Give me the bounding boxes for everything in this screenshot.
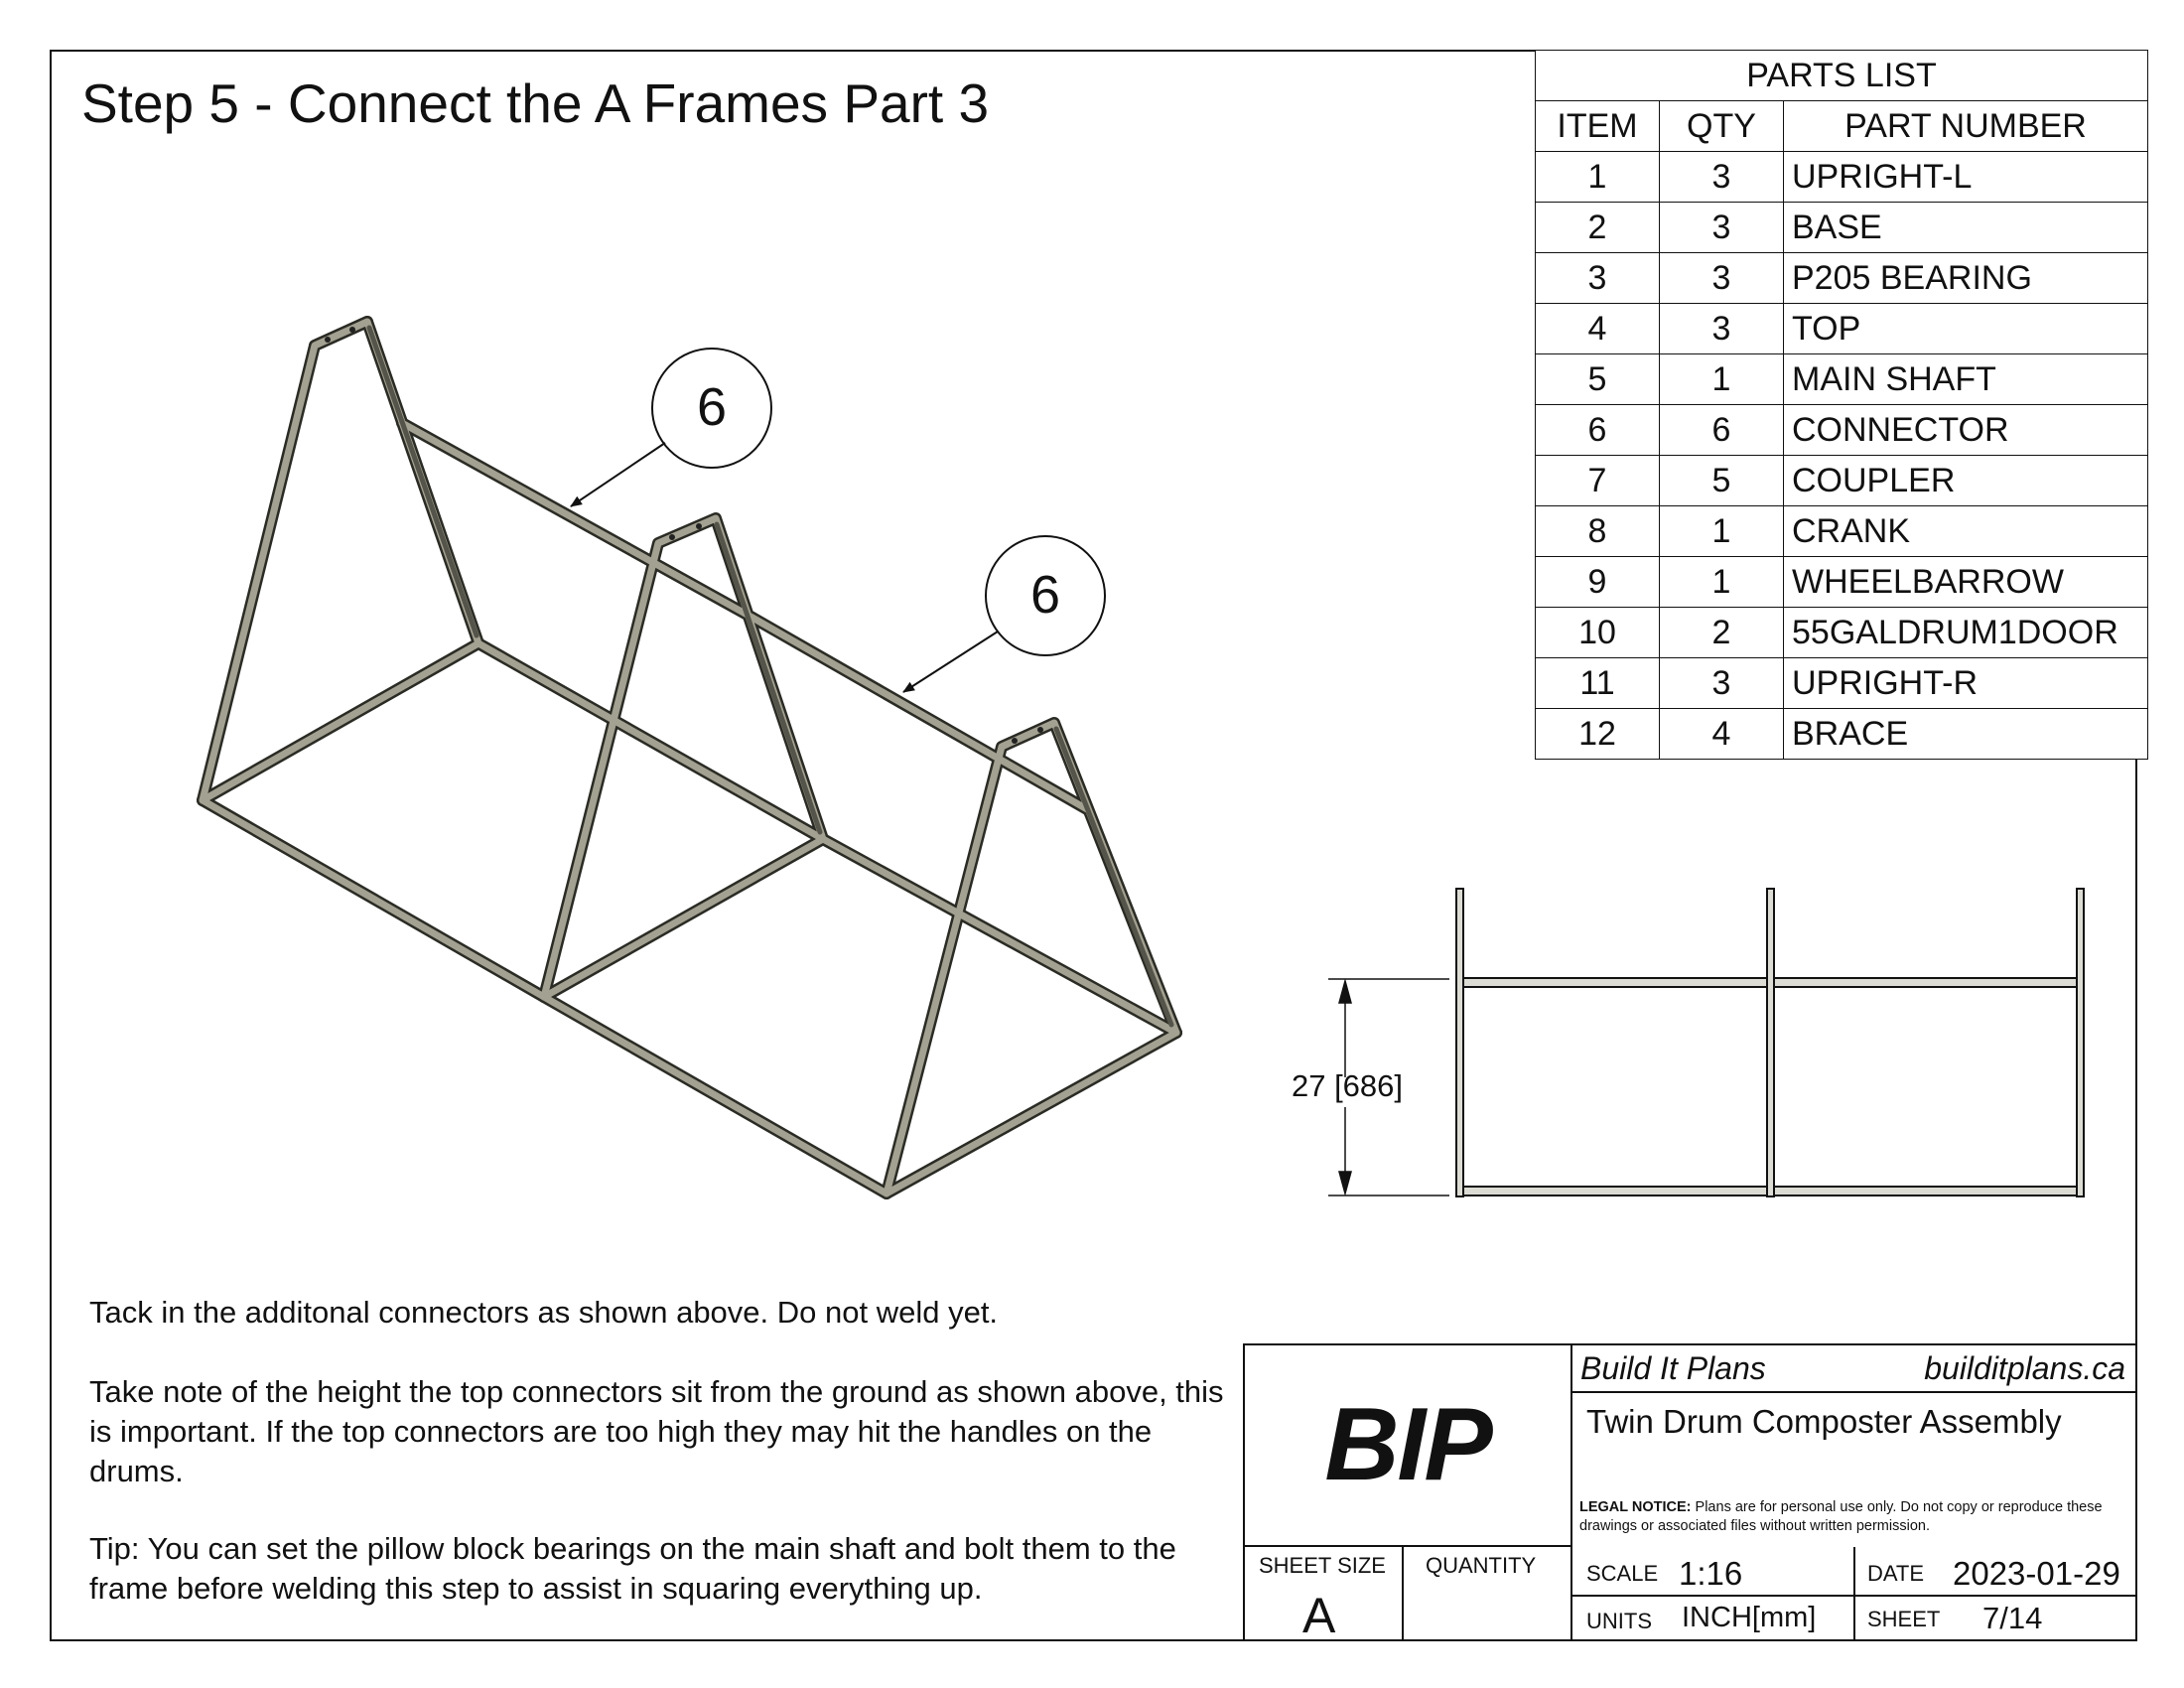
part-number: TOP [1784,304,2148,354]
part-item-number: 4 [1536,304,1660,354]
quantity-label: QUANTITY [1426,1553,1537,1578]
callout-label-1: 6 [696,377,728,437]
part-quantity: 5 [1660,456,1784,506]
front-elevation-view [1456,889,2084,1196]
part-item-number: 1 [1536,152,1660,203]
note-tack-connectors: Tack in the additonal connectors as shown above. Do not weld yet. [89,1295,999,1330]
part-number: BASE [1784,203,2148,253]
part-quantity: 1 [1660,557,1784,608]
column-header-qty: QTY [1660,101,1784,152]
company-name: Build It Plans [1580,1350,1766,1386]
website: builditplans.ca [1924,1350,2125,1386]
part-quantity: 2 [1660,608,1784,658]
company-row [1572,1345,2135,1393]
part-quantity: 1 [1660,354,1784,405]
part-number: UPRIGHT-R [1784,658,2148,709]
part-quantity: 3 [1660,304,1784,354]
part-number: P205 BEARING [1784,253,2148,304]
date-label: DATE [1867,1561,1925,1586]
scale-cell [1572,1547,1855,1597]
legal-notice-text: Plans are for personal use only. Do not copy or reproduce these drawings or associated files without written permission. [1579,1499,2103,1534]
bip-logo: BIP [1324,1387,1491,1502]
sheet-size-value: A [1302,1588,1336,1643]
sheet-size-label: SHEET SIZE [1259,1553,1386,1578]
part-quantity: 4 [1660,709,1784,760]
scale-value: 1:16 [1679,1555,1743,1592]
part-item-number: 7 [1536,456,1660,506]
parts-list-heading: PARTS LIST [1536,51,2148,101]
drawing-title: Twin Drum Composter Assembly [1586,1403,2062,1440]
part-item-number: 9 [1536,557,1660,608]
part-number: CRANK [1784,506,2148,557]
part-item-number: 8 [1536,506,1660,557]
part-item-number: 11 [1536,658,1660,709]
title-block [1243,1343,2137,1641]
scale-label: SCALE [1586,1561,1659,1586]
part-item-number: 12 [1536,709,1660,760]
sheet-label: SHEET [1867,1607,1941,1631]
callout-label-2: 6 [1029,565,1061,625]
quantity-cell [1404,1547,1572,1641]
part-quantity: 3 [1660,253,1784,304]
part-item-number: 10 [1536,608,1660,658]
units-cell [1572,1597,1855,1641]
part-number: WHEELBARROW [1784,557,2148,608]
part-quantity: 3 [1660,152,1784,203]
sheet-size-cell [1245,1547,1404,1641]
part-quantity: 3 [1660,658,1784,709]
units-value: INCH[mm] [1682,1602,1817,1633]
units-label: UNITS [1586,1609,1652,1633]
legal-notice [1579,1498,2135,1536]
part-number: 55GALDRUM1DOOR [1784,608,2148,658]
column-header-part-number: PART NUMBER [1784,101,2148,152]
part-quantity: 3 [1660,203,1784,253]
date-value: 2023-01-29 [1953,1555,2120,1592]
part-number: CONNECTOR [1784,405,2148,456]
part-number: MAIN SHAFT [1784,354,2148,405]
dimension-label: 27 [686] [1291,1068,1404,1103]
part-item-number: 5 [1536,354,1660,405]
callout-balloon-2 [903,536,1105,692]
part-quantity: 6 [1660,405,1784,456]
part-number: UPRIGHT-L [1784,152,2148,203]
part-item-number: 2 [1536,203,1660,253]
note-height: Take note of the height the top connectors sit from the ground as shown above, this is important. If the top connectors are too high they may hit the handles on the drums. [89,1374,1224,1488]
sheet-value: 7/14 [1982,1601,2043,1635]
legal-notice-label: LEGAL NOTICE: [1579,1499,1692,1515]
callout-balloon-1 [571,349,771,506]
column-header-item: ITEM [1536,101,1660,152]
part-number: COUPLER [1784,456,2148,506]
date-cell [1855,1547,2135,1597]
part-number: BRACE [1784,709,2148,760]
logo-cell [1245,1345,1572,1547]
part-quantity: 1 [1660,506,1784,557]
note-tip: Tip: You can set the pillow block bearings on the main shaft and bolt them to the frame before welding this step to assist in squaring everything up. [89,1531,1176,1606]
part-item-number: 3 [1536,253,1660,304]
page-title: Step 5 - Connect the A Frames Part 3 [81,72,990,134]
sheet-number-cell [1855,1597,2135,1641]
part-item-number: 6 [1536,405,1660,456]
